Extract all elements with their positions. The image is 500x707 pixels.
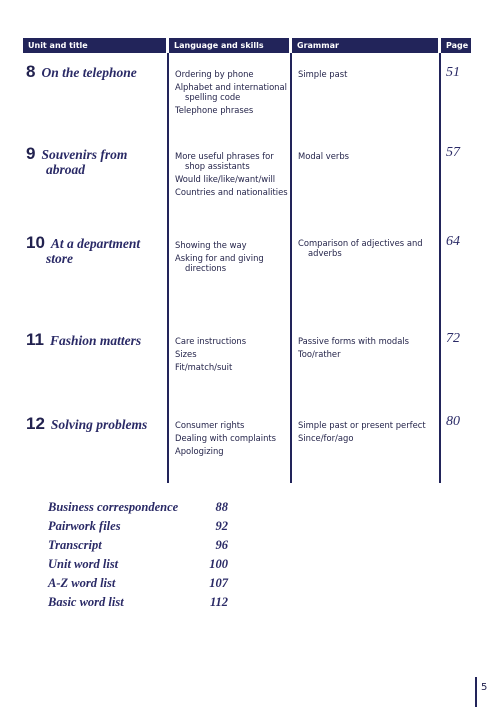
column-divider (167, 53, 169, 483)
header-unit-and-title: Unit and title (23, 38, 166, 53)
language-item: Asking for and giving (175, 253, 264, 263)
reference-label: Transcript (48, 538, 102, 552)
language-item: Apologizing (175, 446, 224, 456)
column-divider (439, 53, 441, 483)
reference-label: Business correspondence (48, 500, 179, 514)
grammar-item: adverbs (308, 248, 342, 258)
unit-number: 10 (26, 233, 45, 252)
unit-title (26, 146, 127, 177)
grammar-item: Modal verbs (298, 151, 350, 161)
unit-title-continued: store (46, 251, 73, 266)
language-item: More useful phrases for (175, 151, 274, 161)
language-skills-cell (175, 420, 276, 459)
unit-title (26, 235, 140, 266)
unit-title-continued: abroad (46, 162, 86, 177)
language-item: Consumer rights (175, 420, 245, 430)
language-item: Countries and nationalities (175, 187, 288, 197)
header-page: Page (441, 38, 471, 53)
page-number-bar (475, 677, 477, 707)
grammar-item: Since/for/ago (298, 433, 354, 443)
unit-number: 8 (26, 62, 36, 81)
language-item: Would like/like/want/will (175, 174, 276, 184)
language-item: shop assistants (185, 161, 250, 171)
language-item: Alphabet and international (175, 82, 287, 92)
unit-title-text: Souvenirs from (41, 147, 128, 162)
language-item: Telephone phrases (175, 105, 254, 115)
language-skills-cell (175, 69, 287, 118)
unit-title (26, 64, 137, 80)
reference-label: Unit word list (48, 557, 119, 571)
header-grammar: Grammar (292, 38, 438, 53)
grammar-item: Simple past (298, 69, 348, 79)
language-item: Fit/match/suit (175, 362, 233, 372)
page-number: 5 (481, 682, 488, 693)
language-skills-cell (175, 240, 264, 276)
page-ref: 57 (446, 145, 460, 160)
unit-title-text: At a department (50, 236, 141, 251)
language-item: Ordering by phone (175, 69, 254, 79)
reference-page: 88 (215, 500, 228, 514)
grammar-cell (298, 69, 347, 82)
language-skills-cell (175, 151, 288, 200)
unit-number: 12 (26, 414, 45, 433)
language-item: Sizes (175, 349, 197, 359)
language-item: Care instructions (175, 336, 247, 346)
grammar-item: Passive forms with modals (298, 336, 410, 346)
grammar-cell (298, 151, 349, 164)
reference-label: Pairwork files (48, 519, 121, 533)
unit-title-text: Fashion matters (49, 333, 142, 348)
grammar-cell (298, 336, 409, 362)
language-item: Dealing with complaints (175, 433, 277, 443)
unit-title (26, 332, 141, 348)
grammar-cell (298, 238, 423, 261)
reference-page: 96 (215, 538, 228, 552)
reference-page: 100 (209, 557, 228, 571)
page-ref: 51 (446, 65, 460, 80)
reference-page: 92 (215, 519, 228, 533)
reference-label: A-Z word list (48, 576, 116, 590)
language-item: Showing the way (175, 240, 247, 250)
header-language-and-skills: Language and skills (169, 38, 289, 53)
page-ref: 64 (446, 234, 460, 249)
language-item: directions (185, 263, 227, 273)
unit-title-text: Solving problems (50, 417, 148, 432)
reference-page: 112 (209, 595, 228, 609)
unit-number: 11 (26, 330, 44, 349)
page-ref: 80 (446, 414, 460, 429)
language-skills-cell (175, 336, 246, 375)
unit-number: 9 (26, 144, 36, 163)
grammar-item: Too/rather (298, 349, 341, 359)
unit-title (26, 416, 147, 432)
page-ref: 72 (446, 331, 460, 346)
unit-title-text: On the telephone (41, 65, 137, 80)
grammar-item: Comparison of adjectives and (298, 238, 423, 248)
column-divider (290, 53, 292, 483)
reference-label: Basic word list (48, 595, 124, 609)
grammar-item: Simple past or present perfect (298, 420, 426, 430)
language-item: spelling code (185, 92, 241, 102)
reference-page: 107 (209, 576, 228, 590)
grammar-cell (298, 420, 426, 446)
